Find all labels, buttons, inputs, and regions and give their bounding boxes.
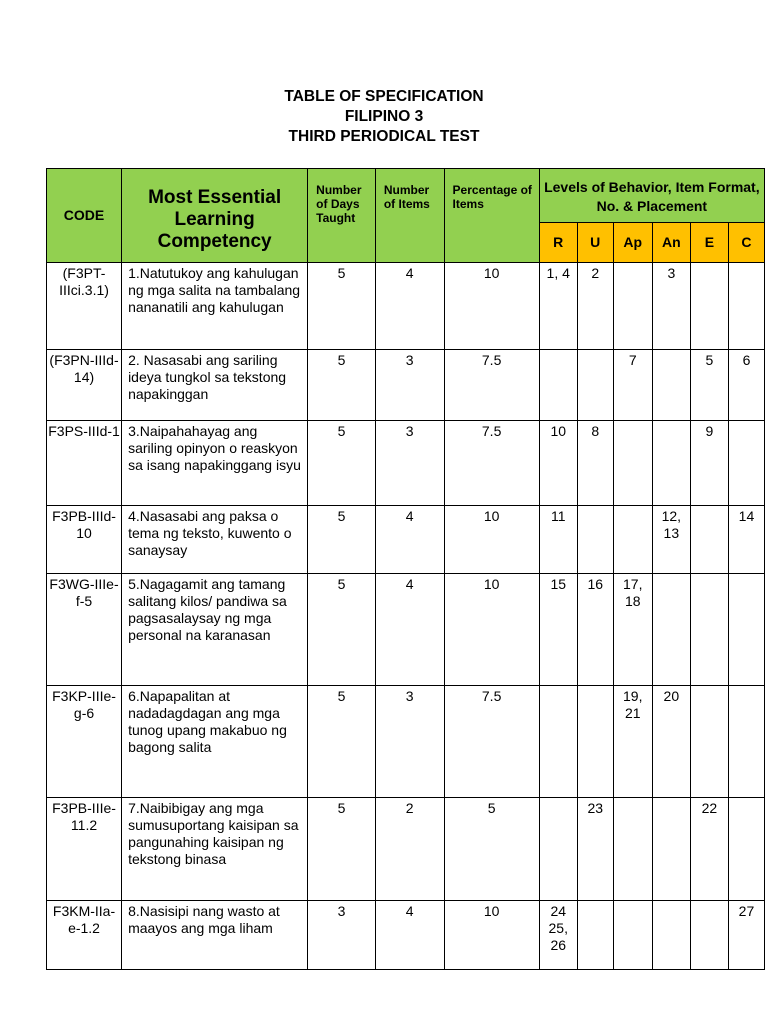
item-placement <box>652 350 690 421</box>
percentage-of-items: 5 <box>444 798 539 901</box>
table-row <box>47 421 765 506</box>
title-line-3: THIRD PERIODICAL TEST <box>288 128 480 145</box>
percentage-of-items: 7.5 <box>444 686 539 798</box>
competency-code: (F3PN-IIId-14) <box>47 350 122 421</box>
item-placement: 19, 21 <box>613 686 652 798</box>
competency-text: 3.Naipahahayag ang sariling opinyon o reaskyon sa isang napakinggang isyu <box>122 421 308 506</box>
days-taught: 5 <box>308 506 376 574</box>
header-days: Number of Days Taught <box>308 169 376 263</box>
competency-text: 4.Nasasabi ang paksa o tema ng teksto, kuwento o sanaysay <box>122 506 308 574</box>
specification-table <box>46 168 765 970</box>
competency-code: F3KM-IIa-e-1.2 <box>47 901 122 970</box>
item-placement: 7 <box>613 350 652 421</box>
days-taught: 3 <box>308 901 376 970</box>
percentage-of-items: 7.5 <box>444 421 539 506</box>
item-placement <box>613 421 652 506</box>
item-placement: 8 <box>577 421 613 506</box>
competency-text: 6.Napapalitan at nadadagdagan ang mga tunog upang makabuo ng bagong salita <box>122 686 308 798</box>
item-placement <box>539 686 577 798</box>
table-row <box>47 506 765 574</box>
level-header: R <box>539 223 577 263</box>
item-placement: 6 <box>728 350 764 421</box>
level-header: E <box>690 223 728 263</box>
item-placement: 14 <box>728 506 764 574</box>
number-of-items: 3 <box>375 350 444 421</box>
item-placement <box>652 901 690 970</box>
number-of-items: 4 <box>375 506 444 574</box>
item-placement: 5 <box>690 350 728 421</box>
days-taught: 5 <box>308 263 376 350</box>
table-row <box>47 350 765 421</box>
table-row <box>47 574 765 686</box>
item-placement <box>539 350 577 421</box>
item-placement: 23 <box>577 798 613 901</box>
item-placement <box>690 686 728 798</box>
item-placement: 10 <box>539 421 577 506</box>
item-placement: 24 25, 26 <box>539 901 577 970</box>
item-placement <box>690 574 728 686</box>
item-placement: 17, 18 <box>613 574 652 686</box>
days-taught: 5 <box>308 686 376 798</box>
competency-code: F3PB-IIId-10 <box>47 506 122 574</box>
number-of-items: 4 <box>375 901 444 970</box>
number-of-items: 2 <box>375 798 444 901</box>
header-items: Number of Items <box>375 169 444 263</box>
number-of-items: 3 <box>375 686 444 798</box>
number-of-items: 3 <box>375 421 444 506</box>
days-taught: 5 <box>308 798 376 901</box>
percentage-of-items: 10 <box>444 263 539 350</box>
header-mel: Most Essential Learning Competency <box>122 169 308 263</box>
item-placement <box>577 901 613 970</box>
item-placement: 15 <box>539 574 577 686</box>
table-row <box>47 901 765 970</box>
item-placement <box>690 263 728 350</box>
days-taught: 5 <box>308 421 376 506</box>
competency-text: 5.Nagagamit ang tamang salitang kilos/ pandiwa sa pagsasalaysay ng mga personal na karanasan <box>122 574 308 686</box>
number-of-items: 4 <box>375 574 444 686</box>
item-placement: 2 <box>577 263 613 350</box>
level-header: C <box>728 223 764 263</box>
item-placement <box>613 263 652 350</box>
item-placement <box>613 798 652 901</box>
document-title-block <box>0 87 768 147</box>
item-placement <box>577 350 613 421</box>
competency-text: 7.Naibibigay ang mga sumusuportang kaisipan sa pangunahing kaisipan ng tekstong binasa <box>122 798 308 901</box>
level-header: Ap <box>613 223 652 263</box>
item-placement <box>652 798 690 901</box>
item-placement <box>613 506 652 574</box>
item-placement <box>652 421 690 506</box>
title-line-2: FILIPINO 3 <box>344 108 424 125</box>
percentage-of-items: 7.5 <box>444 350 539 421</box>
table-row <box>47 798 765 901</box>
competency-code: F3WG-IIIe-f-5 <box>47 574 122 686</box>
item-placement <box>613 901 652 970</box>
number-of-items: 4 <box>375 263 444 350</box>
item-placement: 20 <box>652 686 690 798</box>
table-row <box>47 686 765 798</box>
item-placement <box>690 901 728 970</box>
item-placement <box>728 421 764 506</box>
competency-text: 8.Nasisipi nang wasto at maayos ang mga liham <box>122 901 308 970</box>
item-placement <box>577 506 613 574</box>
table-row <box>47 263 765 350</box>
header-levels: Levels of Behavior, Item Format, No. & Placement <box>539 169 764 223</box>
item-placement: 1, 4 <box>539 263 577 350</box>
item-placement <box>728 798 764 901</box>
header-code: CODE <box>47 169 122 263</box>
title-line-1: TABLE OF SPECIFICATION <box>284 88 484 105</box>
item-placement <box>728 263 764 350</box>
item-placement: 3 <box>652 263 690 350</box>
percentage-of-items: 10 <box>444 574 539 686</box>
item-placement: 9 <box>690 421 728 506</box>
percentage-of-items: 10 <box>444 901 539 970</box>
item-placement: 27 <box>728 901 764 970</box>
header-percentage: Percentage of Items <box>444 169 539 263</box>
item-placement <box>577 686 613 798</box>
level-header: U <box>577 223 613 263</box>
competency-code: F3PS-IIId-1 <box>47 421 122 506</box>
item-placement: 11 <box>539 506 577 574</box>
item-placement <box>539 798 577 901</box>
competency-code: F3PB-IIIe-11.2 <box>47 798 122 901</box>
item-placement: 12, 13 <box>652 506 690 574</box>
competency-code: (F3PT-IIIci.3.1) <box>47 263 122 350</box>
level-header: An <box>652 223 690 263</box>
item-placement: 16 <box>577 574 613 686</box>
competency-text: 1.Natutukoy ang kahulugan ng mga salita na tambalang nananatili ang kahulugan <box>122 263 308 350</box>
days-taught: 5 <box>308 350 376 421</box>
item-placement <box>728 686 764 798</box>
competency-text: 2. Nasasabi ang sariling ideya tungkol sa tekstong napakinggan <box>122 350 308 421</box>
days-taught: 5 <box>308 574 376 686</box>
percentage-of-items: 10 <box>444 506 539 574</box>
item-placement <box>652 574 690 686</box>
competency-code: F3KP-IIIe-g-6 <box>47 686 122 798</box>
item-placement <box>690 506 728 574</box>
item-placement: 22 <box>690 798 728 901</box>
item-placement <box>728 574 764 686</box>
